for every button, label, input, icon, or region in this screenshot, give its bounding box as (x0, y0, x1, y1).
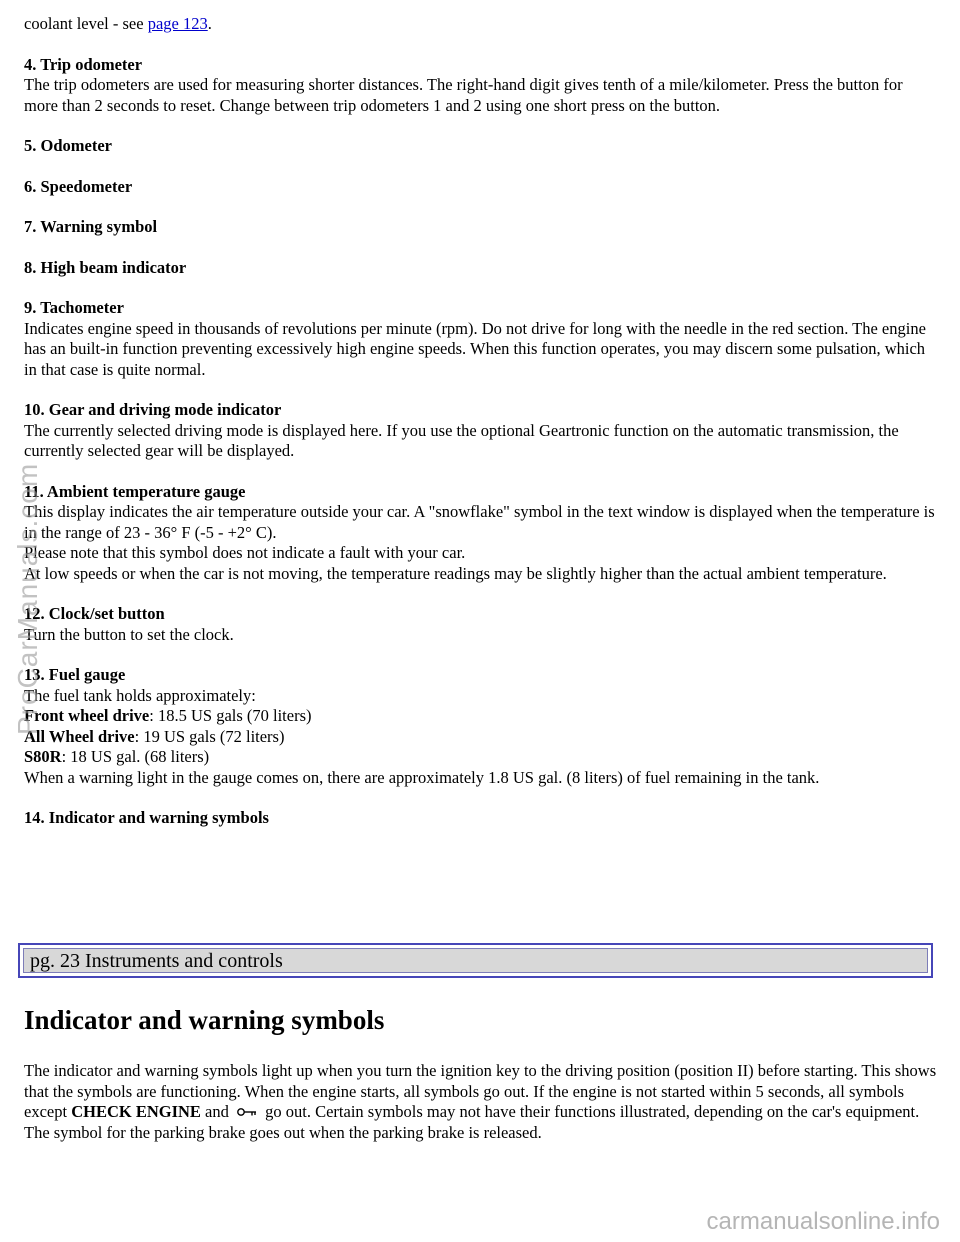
item-body: When a warning light in the gauge comes on, there are approximately 1.8 US gal. (8 liters) of fuel remaining in the tank. (24, 767, 820, 787)
check-engine-label: CHECK ENGINE (71, 1102, 201, 1121)
item-ambient-temp (24, 482, 940, 585)
item-heading: 10. Gear and driving mode indicator (24, 400, 282, 419)
manual-page-top (24, 14, 940, 849)
item-high-beam: 8. High beam indicator (24, 257, 187, 277)
item-heading: 11. Ambient temperature gauge (24, 481, 246, 501)
intro-line (24, 14, 940, 35)
item-body: The trip odometers are used for measuring shorter distances. The right-hand digit gives tenth of a mile/kilometer. Press the button for more than 2 seconds to reset. Change between trip odometers 1 and 2 using one short press on the button. (24, 75, 903, 115)
item-body: Please note that this symbol does not indicate a fault with your car. (24, 543, 466, 562)
item-warning-symbol: 7. Warning symbol (24, 217, 158, 236)
section-text: and (200, 1102, 233, 1121)
section-paragraph (24, 1061, 940, 1143)
section-indicator-symbols (24, 1004, 940, 1163)
page-link[interactable]: page 123 (147, 14, 208, 33)
page-header-text: pg. 23 Instruments and controls (23, 948, 928, 973)
fuel-label: All Wheel drive (24, 726, 135, 746)
item-heading: 13. Fuel gauge (24, 665, 126, 684)
item-tachometer (24, 298, 940, 380)
item-heading: 4. Trip odometer (24, 54, 143, 74)
item-odometer: 5. Odometer (24, 136, 112, 155)
item-body: Turn the button to set the clock. (24, 624, 234, 644)
fuel-value: : 18 US gal. (68 liters) (61, 747, 210, 766)
fuel-value: : 18.5 US gals (70 liters) (149, 706, 312, 725)
page-header-bar (18, 943, 933, 978)
item-heading: 12. Clock/set button (24, 604, 165, 623)
item-body: Indicates engine speed in thousands of revolutions per minute (rpm). Do not drive for long with the needle in the red section. The engine has an built-in function preventing excessively high engine speeds. When this function operates, you may discern some pulsation, which in that case is quite normal. (24, 318, 926, 379)
key-icon (237, 1106, 257, 1118)
item-speedometer: 6. Speedometer (24, 176, 133, 196)
fuel-value: : 19 US gals (72 liters) (134, 726, 285, 746)
item-gear-indicator (24, 400, 940, 462)
item-indicator-symbols: 14. Indicator and warning symbols (24, 808, 269, 827)
intro-suffix: . (207, 14, 212, 33)
item-body: The currently selected driving mode is displayed here. If you use the optional Geartronic function on the automatic transmission, the currently selected gear will be displayed. (24, 420, 899, 460)
fuel-label: Front wheel drive (24, 706, 150, 725)
watermark-text: ProCarManuals.com (12, 462, 43, 735)
item-body: This display indicates the air temperature outside your car. A "snowflake" symbol in the text window is displayed when the temperature is in the range of 23 - 36° F (-5 - +2° C). (24, 502, 935, 542)
section-text: The indicator and warning symbols light up when you turn the ignition key to the driving position (position II) before starting. This shows that the symbols are functioning. When the engine starts, all symbols go out. If the engine is not started within 5 seconds, all symbols except (24, 1061, 937, 1121)
item-heading: 9. Tachometer (24, 298, 124, 317)
item-clock (24, 604, 940, 645)
item-body: At low speeds or when the car is not moving, the temperature readings may be slightly higher than the actual ambient temperature. (24, 563, 887, 583)
section-title: Indicator and warning symbols (24, 1005, 385, 1035)
fuel-label: S80R (24, 747, 62, 766)
section-text: go out. Certain symbols may not have their functions illustrated, depending on the car's equipment. The symbol for the parking brake goes out when the parking brake is released. (24, 1102, 920, 1142)
footer-watermark: carmanualsonline.info (706, 1207, 940, 1235)
item-fuel-gauge (24, 665, 940, 788)
intro-text: coolant level - see (24, 14, 148, 33)
item-trip-odometer (24, 55, 940, 117)
item-body: The fuel tank holds approximately: (24, 685, 256, 705)
